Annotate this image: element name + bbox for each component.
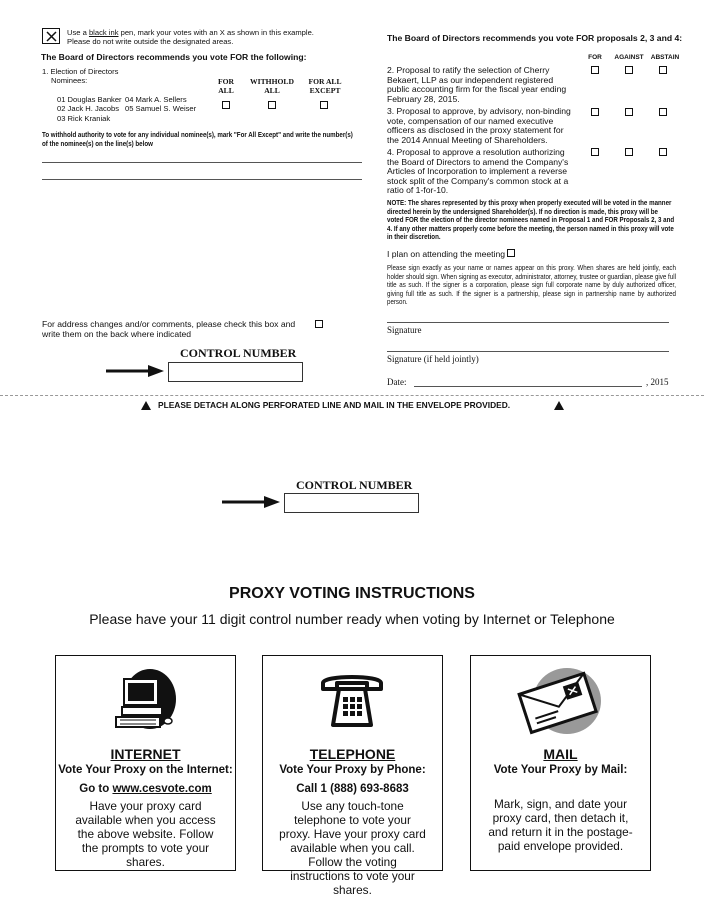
- col-for-all: FOR ALL: [217, 77, 235, 95]
- proxy-note: NOTE: The shares represented by this proxy when properly executed will be voted in the manner directed herein by the undersigned Shareholder(s). If no direction is made, this proxy will be voted FOR the election of the director nominees named in Proposal 1 and FOR Proposals 2, 3 and 4. If any other matters properly come before the meeting, the person named in this proxy will vote in their discretion.: [387, 198, 675, 242]
- for-all-except-checkbox[interactable]: [320, 101, 328, 109]
- proposal-4: 4. Proposal to approve a resolution authorizing the Board of Directors to amend the Company's Articles of Incorporation to implement a reverse stock split of the Company's common stock at a ratio of 1-for-10.: [387, 147, 569, 196]
- nominee-write-line-2[interactable]: [42, 179, 362, 180]
- signature-label: Signature: [387, 325, 422, 335]
- signature-line[interactable]: [387, 322, 669, 323]
- mail-card: [470, 655, 651, 871]
- withhold-note: To withhold authority to vote for any individual nominee(s), mark "For All Except" and write the number(s) of the nominee(s) on the line(s) below: [42, 130, 353, 148]
- proposal-2-abstain-checkbox[interactable]: [659, 66, 667, 74]
- proposal-3-for-checkbox[interactable]: [591, 108, 599, 116]
- proposal-4-abstain-checkbox[interactable]: [659, 148, 667, 156]
- col-for-all-except: FOR ALL EXCEPT: [308, 77, 342, 95]
- black-ink-text: black ink: [88, 28, 119, 37]
- col-for: FOR: [588, 54, 602, 61]
- nominee-01: 01 Douglas Banker: [57, 95, 122, 104]
- date-label: Date:: [387, 377, 407, 387]
- mark-instructions: Use a black ink pen, mark your votes with an X as shown in this example. Please do not write outside the designated areas.: [67, 28, 314, 46]
- for-all-checkbox[interactable]: [222, 101, 230, 109]
- attend-meeting-checkbox[interactable]: [507, 249, 515, 257]
- proposal-2-for-checkbox[interactable]: [591, 66, 599, 74]
- proposal-2-against-checkbox[interactable]: [625, 66, 633, 74]
- telephone-number: Call 1 (888) 693-8683: [296, 783, 409, 795]
- triangle-up-icon-left: [141, 401, 151, 410]
- telephone-card: [262, 655, 443, 897]
- nominee-04: 04 Mark A. Sellers: [125, 95, 187, 104]
- col-against: AGAINST: [614, 54, 644, 61]
- example-x-box: [42, 28, 60, 44]
- mail-subtitle: Vote Your Proxy by Mail:: [493, 764, 628, 776]
- col-withhold-all: WITHHOLD ALL: [250, 77, 294, 95]
- voting-instructions-subtitle: Please have your 11 digit control number ready when voting by Internet or Telephone: [89, 611, 615, 627]
- nominee-02: 02 Jack H. Jacobs: [57, 104, 120, 113]
- internet-title: INTERNET: [110, 746, 181, 762]
- x-mark-icon: [44, 30, 59, 43]
- proposal-2: 2. Proposal to ratify the selection of Cherry Bekaert, LLP as our independent registered public accounting firm for the fiscal year ending February 28, 2015.: [387, 65, 567, 104]
- proposal-4-for-checkbox[interactable]: [591, 148, 599, 156]
- telephone-subtitle: Vote Your Proxy by Phone:: [279, 764, 426, 776]
- proposal-4-against-checkbox[interactable]: [625, 148, 633, 156]
- left-recommend-heading: The Board of Directors recommends you vote FOR the following:: [41, 52, 307, 62]
- control-number-box-top[interactable]: [168, 362, 303, 382]
- telephone-body: Use any touch-tone telephone to vote your proxy. Have your proxy card available when you call. Follow the voting instructions to vote your shares.: [279, 799, 426, 897]
- sign-instructions: Please sign exactly as your name or names appear on this proxy. When shares are held jointly, each holder should sign. When signing as executor, administrator, attorney, trustee or guardian, please give full title as such. If the signer is a corporation, please sign full corporate name by duly authorized officer, giving full title as such. If the signer is a partnership, please sign in partnership name by authorized person.: [387, 263, 676, 307]
- telephone-title: TELEPHONE: [309, 746, 396, 762]
- arrow-right-icon-bottom: [222, 496, 280, 508]
- proposal-3: 3. Proposal to approve, by advisory, non-binding vote, compensation of our named executive officers as disclosed in the proxy statement for the 2014 Annual Meeting of Shareholders.: [387, 106, 571, 145]
- arrow-right-icon: [106, 365, 164, 377]
- col-abstain: ABSTAIN: [650, 54, 680, 61]
- signature-joint-line[interactable]: [387, 351, 669, 352]
- attend-meeting-label: I plan on attending the meeting: [387, 249, 506, 259]
- internet-go-to: Go to www.cesvote.com: [79, 783, 212, 795]
- perforated-line: [0, 395, 704, 396]
- nominee-03: 03 Rick Kraniak: [57, 114, 111, 123]
- nominee-write-line-1[interactable]: [42, 162, 362, 163]
- control-number-label-bottom: CONTROL NUMBER: [296, 478, 413, 492]
- proposal-3-against-checkbox[interactable]: [625, 108, 633, 116]
- nominee-05: 05 Samuel S. Weiser: [125, 104, 197, 113]
- date-line[interactable]: [414, 386, 642, 387]
- date-year: , 2015: [646, 377, 669, 387]
- internet-body: Have your proxy card available when you access the above website. Follow the prompts to vote your shares.: [75, 799, 216, 869]
- signature-joint-label: Signature (if held jointly): [387, 354, 479, 364]
- mail-title: MAIL: [543, 746, 578, 762]
- item1-title: 1. Election of Directors: [42, 67, 119, 76]
- right-recommend-heading: The Board of Directors recommends you vote FOR proposals 2, 3 and 4:: [387, 33, 683, 43]
- proposal-3-abstain-checkbox[interactable]: [659, 108, 667, 116]
- address-change-checkbox[interactable]: [315, 320, 323, 328]
- internet-subtitle: Vote Your Proxy on the Internet:: [58, 764, 233, 776]
- withhold-all-checkbox[interactable]: [268, 101, 276, 109]
- mail-body: Mark, sign, and date your proxy card, then detach it, and return it in the postage-paid envelope provided.: [488, 797, 633, 853]
- control-number-label-top: CONTROL NUMBER: [180, 346, 297, 360]
- voting-instructions-title: PROXY VOTING INSTRUCTIONS: [229, 585, 475, 602]
- internet-url-link[interactable]: www.cesvote.com: [112, 783, 212, 795]
- internet-card: [55, 655, 236, 871]
- computer-icon: [112, 669, 178, 731]
- nominees-label: Nominees:: [51, 76, 88, 85]
- detach-text: PLEASE DETACH ALONG PERFORATED LINE AND MAIL IN THE ENVELOPE PROVIDED.: [158, 400, 511, 410]
- telephone-icon: [317, 673, 387, 731]
- control-number-box-bottom[interactable]: [284, 493, 419, 513]
- envelope-icon: [517, 667, 603, 735]
- triangle-up-icon-right: [554, 401, 564, 410]
- address-note: For address changes and/or comments, please check this box and write them on the back where indicated: [42, 319, 296, 339]
